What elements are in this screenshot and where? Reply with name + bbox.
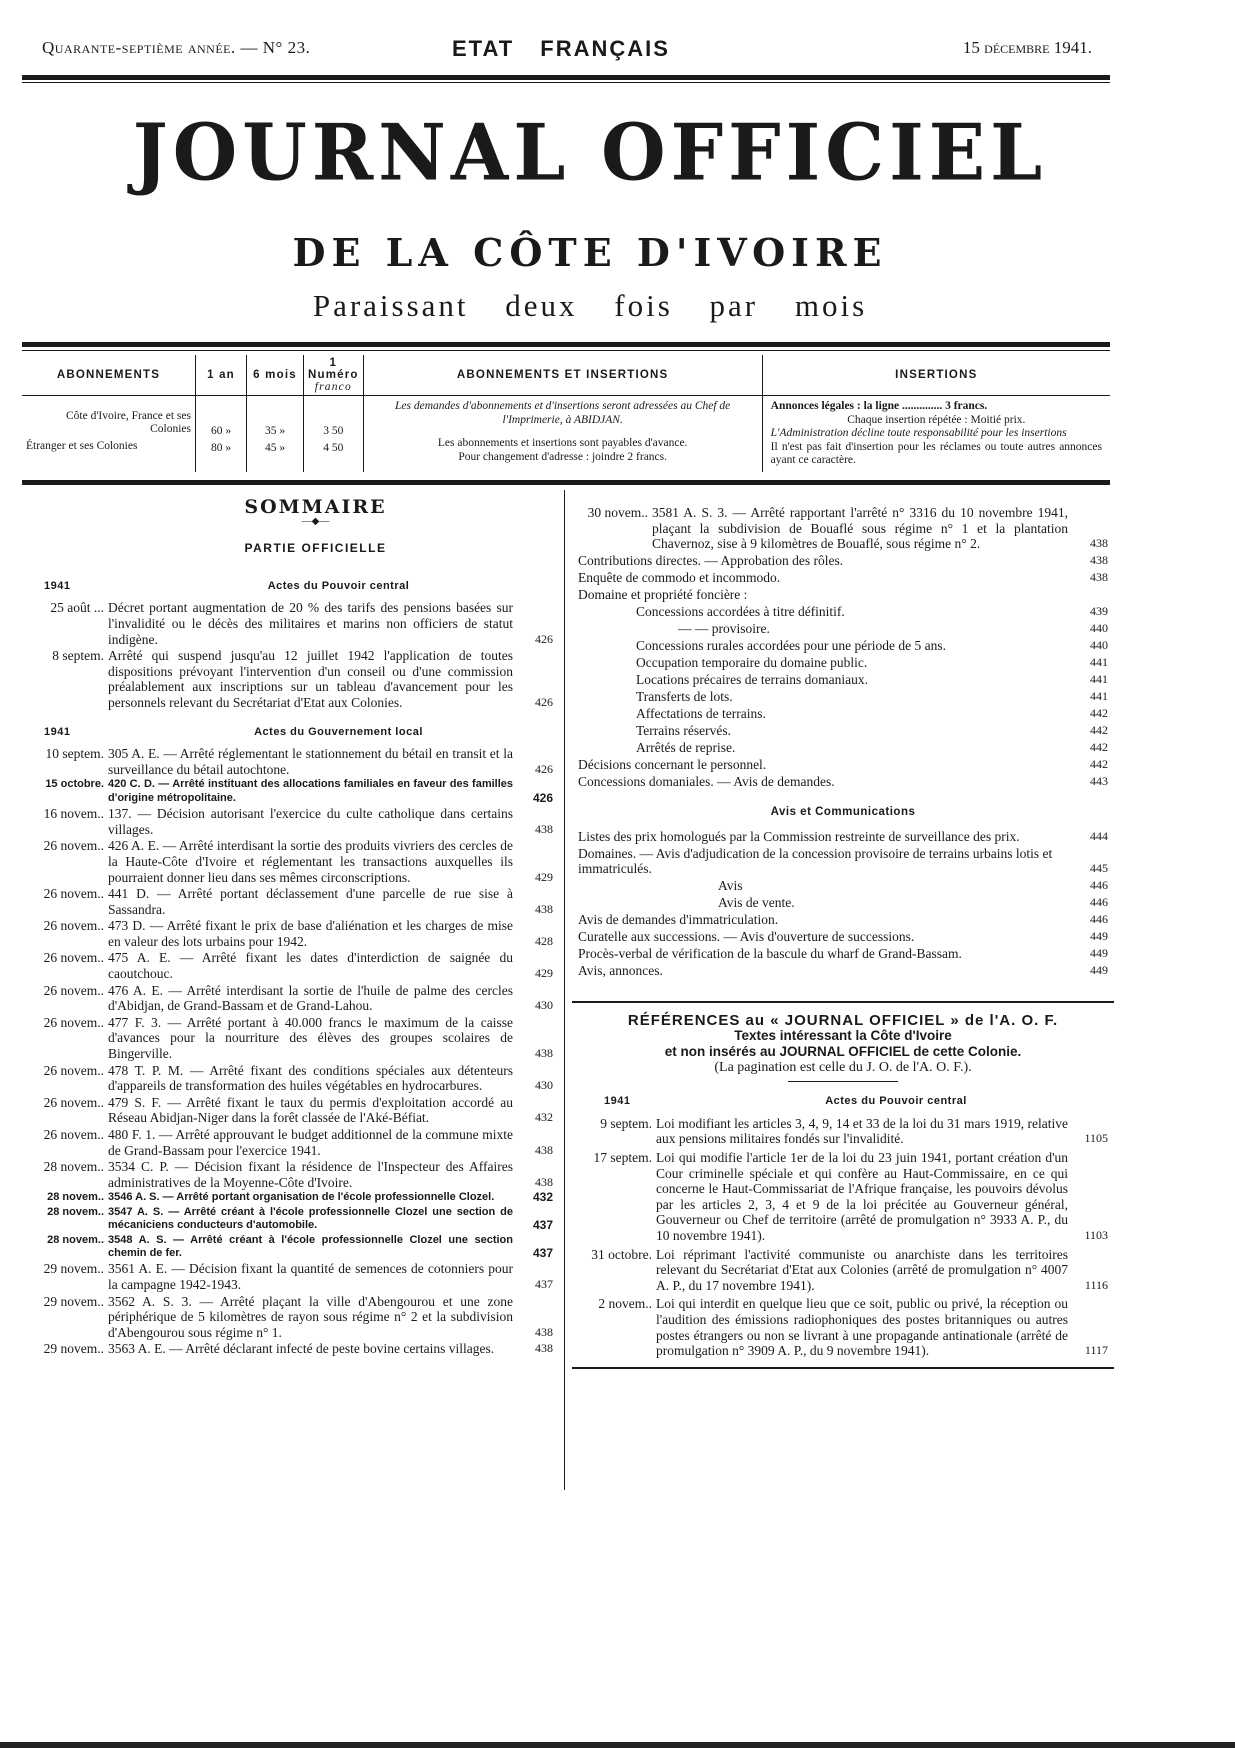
list-item (18, 1127, 553, 1158)
list-item (578, 553, 1108, 569)
entry-page: 426 (535, 761, 553, 776)
entry-text: 3547 A. S. — Arrêté créant à l'école professionnelle Clozel une section de mécaniciens conducteurs d'automobile. (108, 1205, 513, 1232)
entry-text: 3546 A. S. — Arrêté portant organisation de l'école professionnelle Clozel. (108, 1191, 495, 1204)
section-heading (18, 725, 553, 741)
masthead-top-line (42, 38, 1092, 62)
list-item (18, 648, 553, 710)
line-page: 446 (1090, 895, 1108, 910)
line-page: 444 (1090, 828, 1108, 843)
entry-page: 430 (535, 998, 553, 1013)
line-page: 442 (1090, 722, 1108, 737)
entry-date: 29 novem.. (43, 1341, 104, 1357)
entry-page: 437 (535, 1277, 553, 1291)
entry-text: 3548 A. S. — Arrêté créant à l'école professionnelle Clozel une section chemin de fer. (108, 1233, 513, 1259)
entry-text: Loi réprimant l'activité communiste ou anarchiste dans les territoires relevant du Secrétariat d'Etat aux Colonies (arrêté de promulgation n° 4007 A. P., du 17 novembre 1941). (656, 1246, 1068, 1293)
six-months-header: 6 mois (247, 355, 304, 396)
entry-text: 137. — Décision autorisant l'exercice du culte catholique dans certains villages. (108, 806, 513, 837)
entry-date: 29 novem.. (43, 1261, 104, 1277)
state-name: ETAT FRANÇAIS (452, 36, 670, 61)
list-item (578, 672, 1108, 688)
list-item (578, 1116, 1108, 1147)
entry-text: Arrêté qui suspend jusqu'au 12 juillet 1942 l'application de toutes dispositions prévoyant l'intervention d'un conseil ou d'une commission préalablement aux inscriptions sur un tableau d'avancement pour les personnels relevant du Secrétariat d'Etat aux Colonies. (108, 648, 513, 710)
list-item (18, 1095, 553, 1126)
list-item (578, 1150, 1108, 1244)
masthead-rule-top (22, 75, 1110, 80)
line-page: 438 (1090, 552, 1108, 567)
journal-subtitle: DE LA CÔTE D'IVOIRE (292, 230, 888, 275)
rates-labels (22, 396, 196, 472)
list-item (18, 1294, 553, 1341)
entry-date: 28 novem.. (47, 1205, 104, 1218)
year-header: 1 an (196, 355, 247, 396)
references-subtitle-1: Textes intéressant la Côte d'Ivoire (734, 1028, 952, 1044)
issue-price-header (304, 355, 364, 396)
list-item (578, 912, 1108, 928)
entry-text: 3563 A. E. — Arrêté déclarant infecté de peste bovine certains villages. (108, 1341, 495, 1357)
rate-year-etranger: 80 » (210, 442, 232, 454)
references-rule (572, 1001, 1114, 1003)
entry-page: 432 (535, 1110, 553, 1125)
abonnements-text (363, 396, 762, 472)
avis-communications-heading: Avis et Communications (770, 806, 916, 819)
entry-text: 477 F. 3. — Arrêté portant à 40.000 francs le maximum de la caisse d'avances pour la nourriture des élèves des groupes scolaires de Bingerville. (108, 1014, 513, 1062)
line-page: 445 (1090, 861, 1108, 876)
line-text: Locations précaires de terrains domaniaux. (636, 671, 869, 687)
entry-date: 16 novem.. (43, 806, 104, 822)
line-text: Affectations de terrains. (636, 705, 766, 721)
list-item (578, 505, 1108, 552)
section-year: 1941 (604, 1095, 631, 1108)
entry-date: 26 novem.. (43, 1014, 104, 1030)
sommaire-column (18, 496, 553, 1358)
list-item (578, 706, 1108, 722)
ornament-icon: —◆— (301, 515, 330, 527)
list-item (578, 1247, 1108, 1294)
insertion-disclaimer: L'Administration décline toute responsabilité pour les insertions (770, 427, 1067, 439)
list-item (578, 689, 1108, 705)
list-item (18, 1261, 553, 1292)
list-item (18, 1206, 553, 1233)
rate-label-etranger: Étranger et ses Colonies (26, 440, 138, 452)
sommaire-title: SOMMAIRE (244, 496, 387, 518)
section-title: Actes du Pouvoir central (825, 1095, 967, 1108)
entry-page: 426 (535, 694, 553, 709)
entry-date: 26 novem.. (43, 918, 104, 934)
line-page: 441 (1090, 671, 1108, 686)
line-text: Occupation temporaire du domaine public. (636, 654, 868, 670)
list-item (578, 963, 1108, 979)
masthead-rule-bottom-thin (22, 350, 1110, 351)
avis-lines (578, 829, 1108, 979)
entry-text: 3581 A. S. 3. — Arrêté rapportant l'arrêté n° 3316 du 10 novembre 1941, plaçant la subdivision de Bouaflé sous régime n° 1 et la plantation Chavernoz, sise à 9 kilomètres de Bouaflé, sous régime n° 2. (652, 505, 1068, 552)
entry-date: 2 novem.. (598, 1296, 652, 1312)
entry-text: Loi qui modifie l'article 1er de la loi du 23 juin 1941, portant création d'un Cour criminelle spéciale et qui confère au Haut-Commissaire, en ce qui concerne le Haut-Commissariat de l'Afrique française, les pouvoirs dévolus par les articles 2, 3, 4 et 9 de la loi précitée au Gouverneur général, Gouverneur ou Chef de territoire (arrêté de promulgation n° 3933 A. P., du 10 novembre 1941). (656, 1150, 1068, 1243)
masthead-rule-top-thin (22, 82, 1110, 83)
sommaire-continued-column (578, 505, 1108, 1369)
line-text: — — provisoire. (678, 620, 770, 636)
entry-page: 438 (535, 1046, 553, 1061)
entry-date: 25 août ... (50, 600, 104, 616)
page-bottom-edge (0, 1742, 1235, 1748)
list-item (18, 838, 553, 885)
line-text: Listes des prix homologués par la Commission restreinte de surveillance des prix. (578, 828, 1020, 844)
insertions-text (762, 396, 1110, 472)
list-item (18, 1015, 553, 1062)
entry-page: 1117 (1084, 1343, 1108, 1358)
rate-six-france: 35 » (264, 425, 286, 437)
references-end-rule (572, 1367, 1114, 1369)
entry-text: 305 A. E. — Arrêté réglementant le stationnement du bétail en transit et la surveillance du bétail autochtone. (108, 746, 513, 777)
entry-date: 30 novem.. (587, 505, 648, 520)
list-item (578, 740, 1108, 756)
entry-page: 1105 (1084, 1131, 1108, 1146)
line-page: 443 (1090, 773, 1108, 788)
line-text: Domaine et propriété foncière : (578, 586, 748, 602)
line-text: Décisions concernant le personnel. (578, 756, 767, 772)
line-page: 442 (1090, 705, 1108, 720)
list-item (578, 723, 1108, 739)
entry-page: 438 (535, 1341, 553, 1356)
abonnements-header: ABONNEMENTS (22, 355, 196, 396)
entry-text: 3561 A. E. — Décision fixant la quantité de semences de cotonniers pour la campagne 1942-1943. (108, 1261, 513, 1292)
abonnements-payment: Les abonnements et insertions sont payables d'avance. (437, 437, 688, 449)
sommaire-lines (578, 553, 1108, 789)
insertion-rate: Annonces légales : la ligne .............. 3 francs. (770, 400, 988, 412)
franco-label: franco (314, 381, 352, 393)
section-year: 1941 (44, 725, 71, 738)
entry-date: 8 septem. (52, 648, 104, 664)
line-page: 441 (1090, 654, 1108, 669)
entry-page: 438 (535, 1174, 553, 1189)
entry-text: Décret portant augmentation de 20 % des tarifs des pensions basées sur l'invalidité ou le décès des militaires et marins non officiers de statut indigène. (108, 600, 513, 647)
abonnements-insertions-header: ABONNEMENTS ET INSERTIONS (363, 355, 762, 396)
entry-date: 26 novem.. (43, 886, 104, 902)
entry-page: 432 (532, 1190, 553, 1205)
list-item (18, 1341, 553, 1357)
references-note: (La pagination est celle du J. O. de l'A. O. F.). (714, 1059, 972, 1075)
subscription-table (22, 355, 1110, 472)
line-text: Procès-verbal de vérification de la bascule du wharf de Grand-Bassam. (578, 946, 962, 962)
sommaire-sections (18, 579, 553, 1357)
entry-date: 28 novem.. (43, 1159, 104, 1175)
masthead-rule-bottom (22, 342, 1110, 347)
entry-page: 426 (535, 631, 553, 646)
list-item (18, 1063, 553, 1094)
table-rule-bottom (22, 480, 1110, 485)
entry-date: 26 novem.. (43, 1094, 104, 1110)
entry-date: 26 novem.. (43, 950, 104, 966)
entry-date: 28 novem.. (47, 1191, 104, 1204)
references-section-heading (578, 1094, 1108, 1110)
abonnements-address: Les demandes d'abonnements et d'insertions seront adressées au Chef de l'Imprimerie, à ABIDJAN. (395, 400, 731, 426)
entry-page: 428 (535, 933, 553, 948)
list-item (578, 929, 1108, 945)
entry-date: 26 novem.. (43, 1127, 104, 1142)
section-title: Actes du Pouvoir central (267, 579, 410, 592)
entry-date: 26 novem.. (43, 982, 104, 998)
line-page: 438 (1090, 569, 1108, 584)
entry-date: 10 septem. (45, 746, 104, 762)
entry-date: 31 octobre. (591, 1246, 652, 1262)
entry-page: 429 (535, 869, 553, 884)
list-item (578, 1296, 1108, 1358)
entry-text: 426 A. E. — Arrêté interdisant la sortie des produits vivriers des cercles de la Haute-Côte d'Ivoire et réglementant les transactions auxquelles ils pourraient donner lieu dans ses mêmes circonscriptions. (108, 838, 513, 885)
line-page: 440 (1090, 637, 1108, 652)
issue-number: Quarante-septième année. — N° 23. (42, 38, 311, 57)
list-item (18, 886, 553, 917)
entry-date: 29 novem.. (43, 1293, 104, 1309)
list-item (18, 600, 553, 647)
journal-title: JOURNAL OFFICIEL (132, 107, 1048, 199)
partie-officielle-heading: PARTIE OFFICIELLE (244, 541, 387, 556)
line-text: Contributions directes. — Approbation des rôles. (578, 552, 844, 568)
line-page: 449 (1090, 946, 1108, 961)
entry-text: 475 A. E. — Arrêté fixant les dates d'interdiction de saignée du caoutchouc. (108, 950, 513, 982)
section-title: Actes du Gouvernement local (254, 725, 423, 738)
insertions-header: INSERTIONS (762, 355, 1110, 396)
entry-text: 441 D. — Arrêté portant déclassement d'une parcelle de rue sise à Sassandra. (108, 886, 513, 917)
entry-page: 429 (535, 966, 553, 981)
list-item (578, 829, 1108, 845)
entry-page: 438 (535, 901, 553, 916)
list-item (578, 878, 1108, 894)
entry-text: 480 F. 1. — Arrêté approuvant le budget additionnel de la commune mixte de Grand-Bassam pour l'exercice 1941. (108, 1127, 513, 1158)
entry-page: 426 (532, 790, 553, 805)
list-item (578, 638, 1108, 654)
entry-date: 28 novem.. (47, 1233, 104, 1246)
entry-text: 479 S. F. — Arrêté fixant le taux du permis d'exploitation accordé au Réseau Abidjan-Niger dans la forêt classée de l'Aké-Béfiat. (108, 1094, 513, 1126)
entry-date: 26 novem.. (43, 838, 104, 854)
list-item (578, 757, 1108, 773)
line-text: Terrains réservés. (636, 722, 732, 738)
entry-text: 3534 C. P. — Décision fixant la résidence de l'Inspecteur des Affaires administratives de la Moyenne-Côte d'Ivoire. (108, 1159, 513, 1190)
entry-page: 438 (535, 1142, 553, 1157)
list-item (18, 1191, 553, 1204)
list-item (18, 950, 553, 981)
line-page: 449 (1090, 929, 1108, 944)
rate-six-etranger: 45 » (264, 442, 286, 454)
line-text: Concessions accordées à titre définitif. (636, 603, 845, 619)
line-text: Avis de demandes d'immatriculation. (578, 912, 779, 928)
entry-page: 1116 (1084, 1277, 1108, 1292)
entry-page: 438 (1090, 536, 1108, 551)
insertion-restriction: Il n'est pas fait d'insertion pour les réclames ou toute autres annonces ayant ce caractère. (770, 440, 1102, 466)
rate-year-france: 60 » (210, 425, 232, 437)
list-item (578, 846, 1108, 877)
line-text: Enquête de commodo et incommodo. (578, 569, 781, 585)
list-item (18, 983, 553, 1014)
line-text: Concessions domaniales. — Avis de demandes. (578, 773, 835, 789)
entry-text: 3562 A. S. 3. — Arrêté plaçant la ville d'Abengourou et une zone périphérique de 5 kilomètres de rayon sous régime n° 2 et la subdivision d'Abengourou sous régime n° 1. (108, 1293, 513, 1340)
line-page: 446 (1090, 912, 1108, 927)
references-subtitle-2: et non insérés au JOURNAL OFFICIEL de cette Colonie. (664, 1044, 1022, 1060)
rates-six-months (247, 396, 304, 472)
column-divider (564, 490, 565, 1490)
list-item (578, 774, 1108, 790)
line-text: Avis, annonces. (578, 963, 663, 979)
list-item (578, 604, 1108, 620)
entry-date: 17 septem. (593, 1150, 652, 1165)
list-item (18, 1159, 553, 1190)
rate-issue-france: 3 50 (323, 425, 344, 437)
references-short-rule (788, 1081, 898, 1082)
journal-tagline: Paraissant deux fois par mois (312, 288, 868, 323)
list-item (578, 621, 1108, 637)
entry-text: Loi modifiant les articles 3, 4, 9, 14 et 33 de la loi du 31 mars 1919, relative aux pensions militaires fondés sur l'invalidité. (656, 1115, 1068, 1147)
entry-page: 430 (535, 1078, 553, 1093)
entry-text: 473 D. — Arrêté fixant le prix de base d'aliénation et les charges de mise en valeur des lots urbains pour 1942. (108, 918, 513, 949)
rates-year (196, 396, 247, 472)
line-page: 440 (1090, 620, 1108, 635)
line-page: 439 (1090, 603, 1108, 618)
entry-text: 478 T. P. M. — Arrêté fixant des conditions spéciales aux détenteurs d'appareils de transformation des huiles végétables en hydrocarbures. (108, 1062, 513, 1094)
line-text: Arrêtés de reprise. (636, 739, 736, 755)
list-item (578, 570, 1108, 586)
issue-date: 15 décembre 1941. (962, 38, 1092, 57)
references-entries (578, 1116, 1108, 1359)
line-page: 442 (1090, 739, 1108, 754)
line-page: 441 (1090, 688, 1108, 703)
list-item (18, 806, 553, 837)
line-text: Concessions rurales accordées pour une période de 5 ans. (636, 637, 947, 653)
entry-text: 476 A. E. — Arrêté interdisant la sortie de l'huile de palme des cercles d'Abidjan, de Grand-Bassam et de Grand-Lahou. (108, 982, 513, 1014)
entry-page: 438 (535, 1324, 553, 1339)
entry-text: 420 C. D. — Arrêté instituant des allocations familiales en faveur des familles d'origine métropolitaine. (108, 778, 513, 804)
entry-page: 438 (535, 821, 553, 836)
entry-date: 26 novem.. (43, 1062, 104, 1078)
entry-date: 15 octobre. (45, 778, 104, 791)
section-heading (18, 579, 553, 595)
list-item (578, 895, 1108, 911)
entry-text: Loi qui interdit en quelque lieu que ce soit, public ou privé, la réception ou l'audition des émissions radiophoniques des postes britanniques ou autres postes étrangers ou non se livrant à une propagande antinationale (arrêté de promulgation n° 3909 A. P., du 9 novembre 1941). (656, 1296, 1068, 1359)
list-item (578, 655, 1108, 671)
line-text: Avis (718, 878, 743, 894)
entry-page: 437 (532, 1246, 553, 1260)
list-item (18, 918, 553, 949)
line-text: Transferts de lots. (636, 688, 733, 704)
entry-page: 437 (532, 1218, 553, 1233)
list-item (18, 746, 553, 777)
entry-date: 9 septem. (600, 1115, 652, 1131)
list-item (578, 587, 1108, 603)
insertion-repeat: Chaque insertion répétée : Moitié prix. (847, 413, 1026, 426)
line-text: Avis de vente. (718, 895, 795, 911)
rates-issue (304, 396, 364, 472)
line-page: 446 (1090, 878, 1108, 893)
line-page: 449 (1090, 963, 1108, 978)
issue-price-label: 1 Numéro (308, 357, 359, 381)
abonnements-address-change: Pour changement d'adresse : joindre 2 francs. (458, 450, 667, 463)
list-item (578, 946, 1108, 962)
line-text: Domaines. — Avis d'adjudication de la concession provisoire de terrains urbains lotis et immatriculés. (578, 845, 1053, 877)
list-item (18, 778, 553, 805)
entry-page: 1103 (1084, 1227, 1108, 1242)
list-item (18, 1234, 553, 1261)
section-year: 1941 (44, 579, 71, 592)
references-title: RÉFÉRENCES au « JOURNAL OFFICIEL » de l'A. O. F. (627, 1011, 1059, 1029)
line-page: 442 (1090, 756, 1108, 771)
rate-issue-etranger: 4 50 (323, 442, 344, 454)
rate-label-france: Côte d'Ivoire, France et ses Colonies (65, 410, 191, 435)
line-text: Curatelle aux successions. — Avis d'ouverture de successions. (578, 929, 915, 945)
